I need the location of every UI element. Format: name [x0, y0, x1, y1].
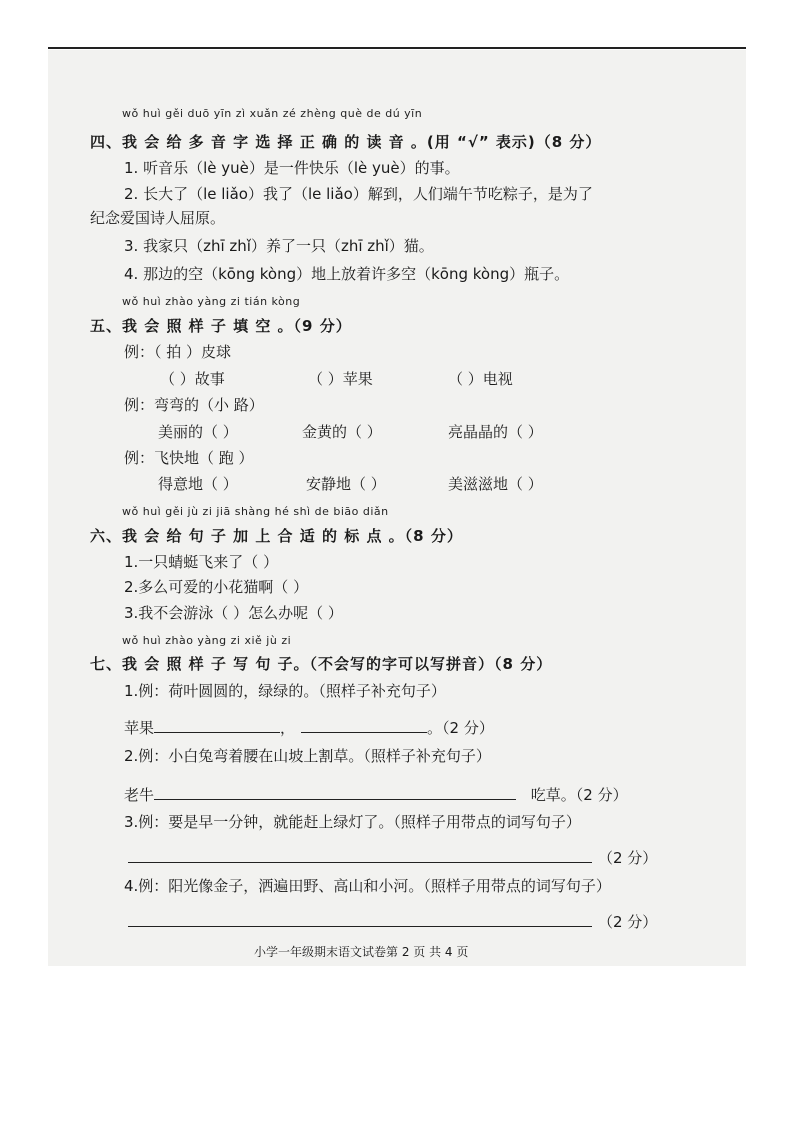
sec7-q2-end: 吃草。（2 分）	[530, 786, 628, 804]
sec7-q2-blank[interactable]	[154, 785, 516, 800]
sec4-q2b: 纪念爱国诗人屈原。	[90, 209, 226, 227]
sec7-q4-blank[interactable]	[128, 912, 592, 927]
sec4-heading: 四、我 会 给 多 音 字 选 择 正 确 的 读 音 。(用 “√” 表示)（8 分）	[90, 133, 602, 151]
sec7-q3: 3.例：要是早一分钟，就能赶上绿灯了。（照样子用带点的词写句子）	[124, 813, 581, 831]
page-footer: 小学一年级期末语文试卷第 2 页 共 4 页	[254, 945, 469, 959]
sec7-q4: 4.例：阳光像金子，洒遍田野、高山和小河。（照样子用带点的词写句子）	[124, 877, 611, 895]
sec5-pinyin: wǒ huì zhào yàng zi tián kòng	[122, 295, 301, 308]
sec5-example-1: 例：（ 拍 ）皮球	[124, 343, 232, 361]
sec7-q1-answer-line	[124, 718, 494, 738]
sec7-q4-end: （2 分）	[598, 913, 658, 931]
sec6-q1: 1.一只蜻蜓飞来了（ ）	[124, 553, 279, 571]
sec7-q3-end: （2 分）	[598, 849, 658, 867]
sec7-q2: 2.例：小白兔弯着腰在山坡上割草。（照样子补充句子）	[124, 747, 491, 765]
sec7-q4-answer-line	[128, 912, 657, 932]
sec5-row3-item2: 安静地（ ）	[306, 475, 386, 493]
sec7-q2-prefix: 老牛	[124, 786, 155, 804]
sec6-q3: 3.我不会游泳（ ）怎么办呢（ ）	[124, 604, 343, 622]
sec6-pinyin: wǒ huì gěi jù zi jiā shàng hé shì de biāo diǎn	[122, 505, 389, 518]
sec4-q4: 4. 那边的空（kōng kòng）地上放着许多空（kōng kòng）瓶子。	[124, 265, 570, 283]
sec7-q1: 1.例：荷叶圆圆的，绿绿的。（照样子补充句子）	[124, 682, 446, 700]
sec5-row1-item3: （ ）电视	[448, 370, 513, 388]
sec5-example-3: 例：飞快地（ 跑 ）	[124, 449, 254, 467]
sec5-example-2: 例：弯弯的（小 路）	[124, 396, 264, 414]
sec7-q1-blank-1[interactable]	[154, 718, 280, 733]
sec4-q1: 1. 听音乐（lè yuè）是一件快乐（lè yuè）的事。	[124, 159, 460, 177]
sec4-q2a: 2. 长大了（le liǎo）我了（le liǎo）解到，人们端午节吃粽子，是为了	[124, 185, 593, 203]
sec6-heading: 六、我 会 给 句 子 加 上 合 适 的 标 点 。（8 分）	[90, 527, 463, 545]
sec5-row2-item2: 金黄的（ ）	[302, 423, 382, 441]
sec5-row2-item1: 美丽的（ ）	[158, 423, 238, 441]
sec4-pinyin: wǒ huì gěi duō yīn zì xuǎn zé zhèng què de dú yīn	[122, 107, 423, 120]
sec7-q2-answer-line	[124, 785, 628, 805]
sec5-row3-item3: 美滋滋地（ ）	[448, 475, 543, 493]
sec5-row1-item1: （ ）故事	[160, 370, 225, 388]
sec5-row3-item1: 得意地（ ）	[158, 475, 238, 493]
top-rule	[48, 47, 746, 49]
sec7-q3-blank[interactable]	[128, 848, 592, 863]
sec5-row2-item3: 亮晶晶的（ ）	[448, 423, 543, 441]
sec5-row1-item2: （ ）苹果	[308, 370, 373, 388]
sec4-q3: 3. 我家只（zhī zhǐ）养了一只（zhī zhǐ）猫。	[124, 237, 434, 255]
sec5-heading: 五、我 会 照 样 子 填 空 。（9 分）	[90, 317, 352, 335]
sec7-q3-answer-line	[128, 848, 657, 868]
sec7-q1-end: 。（2 分）	[427, 719, 494, 737]
sec7-q1-blank-2[interactable]	[301, 718, 427, 733]
sec7-pinyin: wǒ huì zhào yàng zi xiě jù zi	[122, 634, 292, 647]
sec7-q1-prefix: 苹果	[124, 719, 155, 737]
sec7-heading: 七、我 会 照 样 子 写 句 子。（不会写的字可以写拼音）（8 分）	[90, 655, 553, 673]
sec7-q1-comma: ，	[280, 719, 296, 737]
sec6-q2: 2.多么可爱的小花猫啊（ ）	[124, 578, 309, 596]
